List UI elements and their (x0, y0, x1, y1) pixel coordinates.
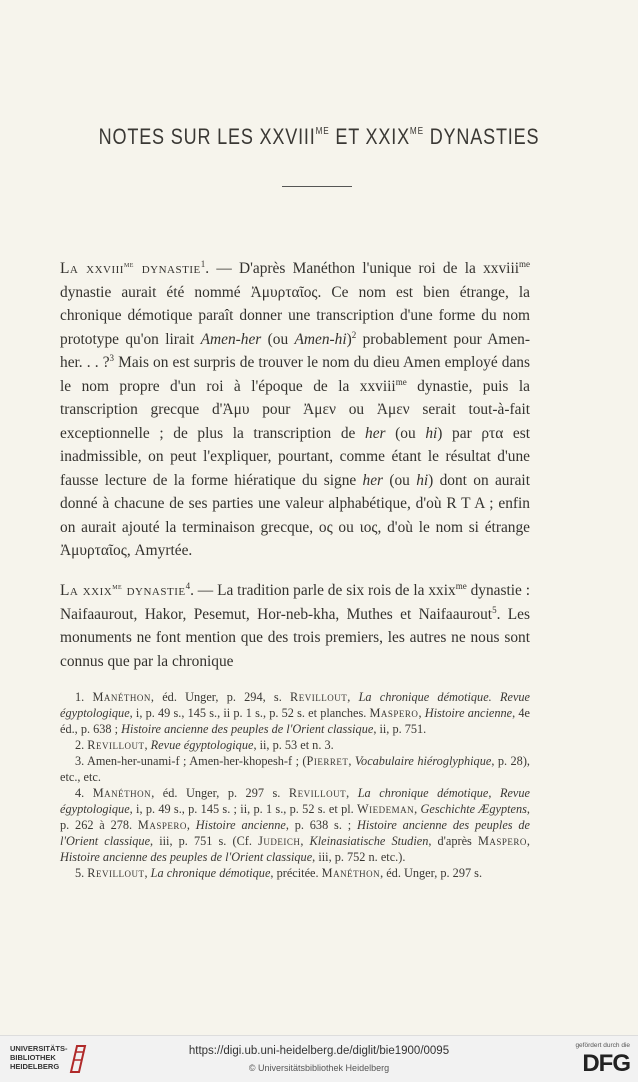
page-title: NOTES SUR LES $XXVIII^{ME}$ ET $XXIX^{ME}$ DYNASTIES (98, 124, 540, 149)
document-url-link[interactable]: https://digi.ub.uni-heidelberg.de/diglit/bie1900/0095 (188, 1045, 450, 1057)
library-logo[interactable]: UNIVERSITÄTS- BIBLIOTHEK HEIDELBERG (10, 1044, 68, 1071)
funding-note: gefördert durch die (575, 1042, 630, 1049)
footnotes (60, 689, 530, 881)
footnote-1: 1. Manéthon, éd. Unger, p. 294, s. Revillout, La chronique démotique. Revue égyptologique, i, p. 49 s., 145 s., ii p. 1 s., p. 52 s. et planches. Maspero, Histoire ancienne, 4e éd., p. 638 ; Histoire ancienne des peuples de l'Orient classique, ii, p. 751. (60, 690, 531, 736)
footnote-4: 4. Manéthon, éd. Unger, p. 297 s. Revillout, La chronique démotique, Revue égyptologique, i, p. 49 s., p. 145 s. ; ii, p. 1 s., p. 52 s. et pl. Wiedeman, Geschichte Ægyptens, p. 262 à 278. Maspero, Histoire ancienne, p. 638 s. ; Histoire ancienne des peuples de l'Orient classique, iii, p. 751 s. (Cf. Judeich, Kleinasiatische Studien, d'après Maspero, Histoire ancienne des peuples de l'Orient classique, iii, p. 752 n. etc.). (60, 786, 531, 864)
paragraph-xxviii-dynasty: La xxviii$^{me}$ dynastie$^1$. — D'après Manéthon l'unique roi de la xxviii$^{me}$ dynastie aurait été nommé Ἀμυρταῖος. Ce nom est bien étrange, la chronique démotique paraît donner une transcription d'une forme du nom prototype qu'on lirait Amen-her (ou Amen-hi)$^2$ probablement pour Amen-her. . . ?$^3$ Mais on est surpris de trouver le nom du dieu Amen employé dans le nom propre d'un roi à l'époque de la xxviii$^{me}$ dynastie, puis la transcription grecque d'Ἀμυ pour Ἀμεν ou Ἀμεν serait tout-à-fait exceptionnelle ; de plus la transcription de her (ou hi) par ρτα est inadmissible, on peut l'expliquer, pourtant, comme étant le résultat d'une fausse lecture de la forme hiératique du signe her (ou hi) dont on aurait donné à chacune de ses parties une valeur alphabétique, d'où R T A ; enfin on aurait ajouté la terminaison grecque, ος ou ιος, d'où le nom si étrange Ἀμυρταῖος, Amyrtée. (60, 258, 531, 559)
copyright-notice: © Universitätsbibliothek Heidelberg (248, 1063, 390, 1073)
viewer-footer (0, 1035, 638, 1082)
dfg-logo[interactable]: DFG (582, 1050, 630, 1077)
footnote-3: 3. Amen-her-unami-f ; Amen-her-khopesh-f ; (Pierret, Vocabulaire hiéroglyphique, p. 28), etc., etc. (60, 754, 530, 784)
title-rule (282, 186, 352, 187)
paragraph-xxix-dynasty: La xxix$^{me}$ dynastie$^4$. — La tradition parle de six rois de la xxix$^{me}$ dynastie : Naifaaurout, Hakor, Pesemut, Hor-neb-kha, Muthes et Naifaaurout$^5$. Les monuments ne font mention que des trois premiers, les autres ne nous sont connus que par la chronique (60, 580, 531, 670)
footnote-5: 5. Revillout, La chronique démotique, précitée. Manéthon, éd. Unger, p. 297 s. (75, 866, 483, 880)
footnote-2: 2. Revillout, Revue égyptologique, ii, p. 53 et n. 3. (75, 738, 334, 752)
